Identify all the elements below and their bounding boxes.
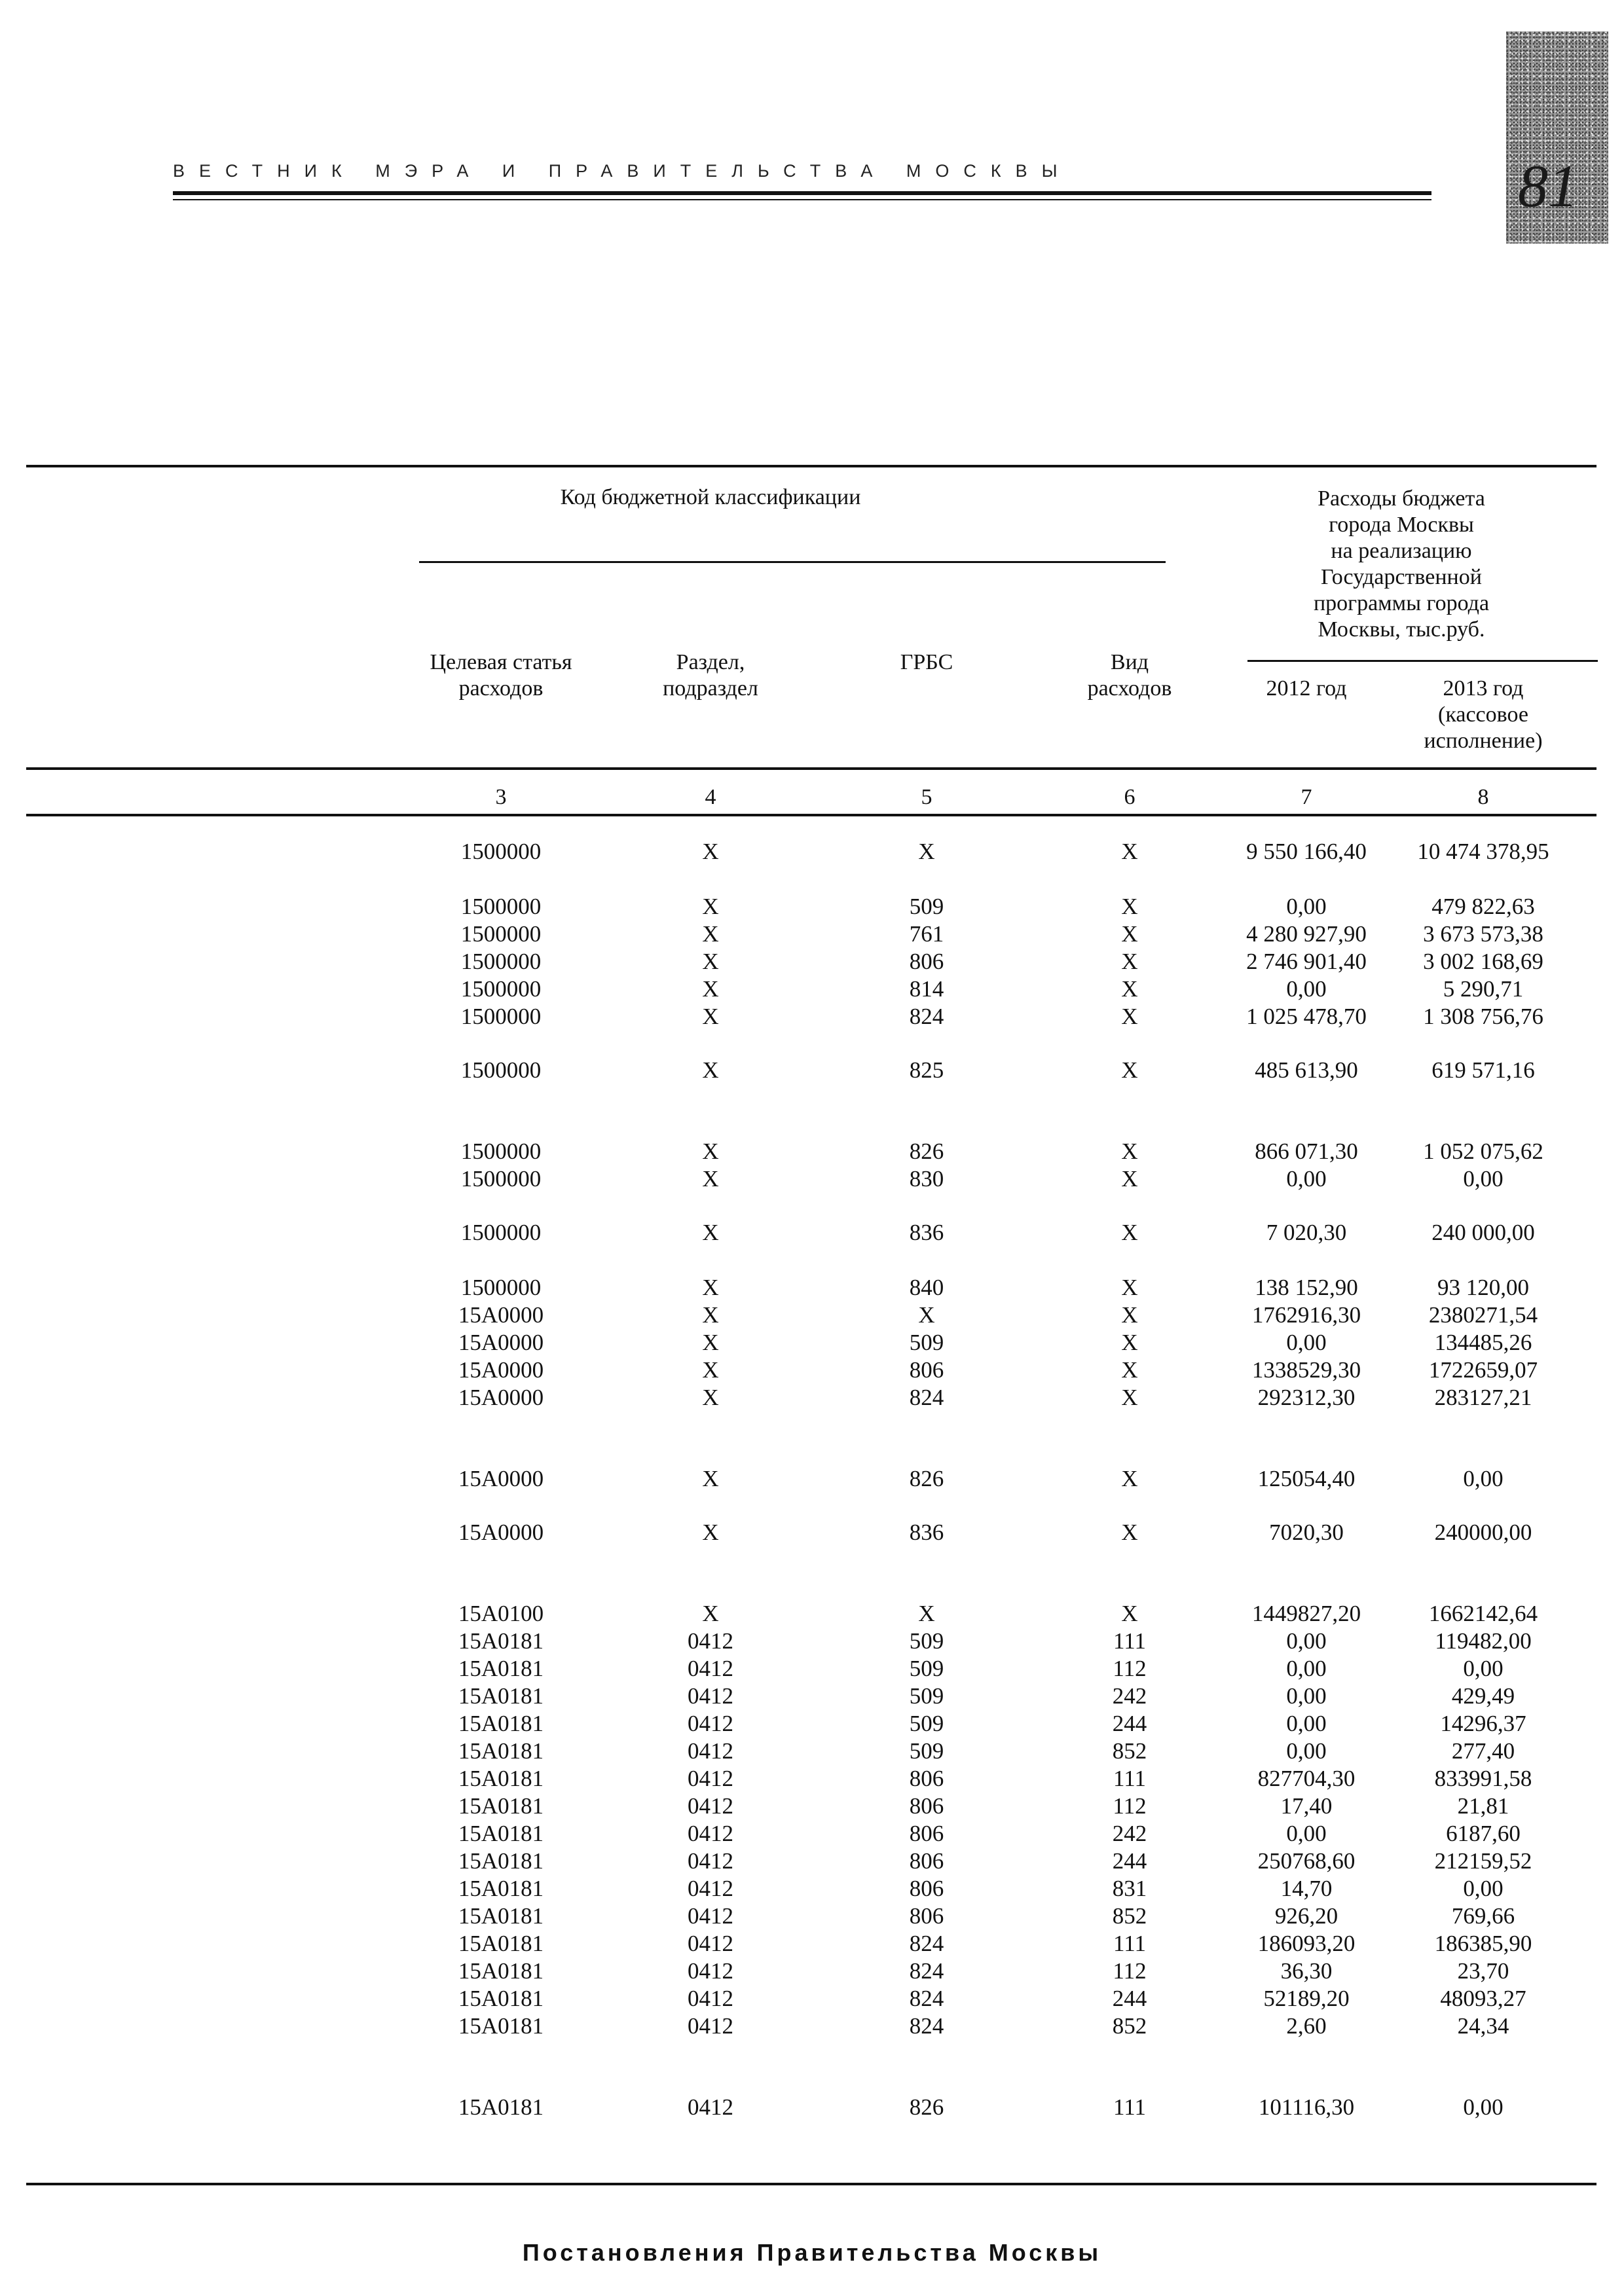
grbs-code-cell: 824 bbox=[909, 1958, 944, 1984]
expense-type-cell: X bbox=[1121, 1466, 1138, 1491]
target-code-cell: 1500000 bbox=[460, 1004, 542, 1029]
table-row bbox=[0, 1600, 1624, 1628]
table-row bbox=[0, 1903, 1624, 1930]
grbs-code-cell: 806 bbox=[909, 1793, 944, 1819]
table-bottom-rule bbox=[26, 2183, 1596, 2185]
grbs-code-cell: 824 bbox=[909, 2013, 944, 2039]
col-header-section: Раздел, подраздел bbox=[663, 650, 758, 701]
amount-2013-cell: 479 822,63 bbox=[1431, 894, 1535, 919]
expense-type-cell: X bbox=[1121, 1220, 1138, 1245]
grbs-code-cell: 509 bbox=[909, 1628, 944, 1654]
section-code-cell: X bbox=[702, 976, 719, 1002]
expense-type-cell: 111 bbox=[1113, 1766, 1146, 1791]
amount-2013-cell: 769,66 bbox=[1451, 1903, 1515, 1929]
section-code-cell: X bbox=[702, 921, 719, 947]
section-code-cell: 0412 bbox=[688, 1738, 733, 1764]
amount-2012-cell: 292312,30 bbox=[1257, 1385, 1356, 1410]
expense-type-cell: X bbox=[1121, 921, 1138, 947]
table-row bbox=[0, 1710, 1624, 1738]
amount-2013-cell: 24,34 bbox=[1457, 2013, 1509, 2039]
grbs-code-cell: 826 bbox=[909, 1139, 944, 1164]
grbs-code-cell: 824 bbox=[909, 1004, 944, 1029]
col-header-2012: 2012 год bbox=[1266, 676, 1347, 701]
target-code-cell: 15А0181 bbox=[458, 1711, 544, 1736]
section-code-cell: X bbox=[702, 839, 719, 864]
table-row bbox=[0, 1738, 1624, 1765]
amount-2012-cell: 4 280 927,90 bbox=[1246, 921, 1367, 947]
target-code-cell: 15А0000 bbox=[458, 1466, 544, 1491]
section-code-cell: 0412 bbox=[688, 1656, 733, 1681]
amount-2013-cell: 1662142,64 bbox=[1428, 1601, 1538, 1626]
target-code-cell: 15А0181 bbox=[458, 1766, 544, 1791]
expense-type-cell: 111 bbox=[1113, 1931, 1146, 1956]
table-row bbox=[0, 838, 1624, 866]
expense-type-cell: 242 bbox=[1112, 1821, 1147, 1846]
amount-2013-cell: 619 571,16 bbox=[1431, 1057, 1535, 1083]
table-row bbox=[0, 1655, 1624, 1683]
grbs-code-cell: 836 bbox=[909, 1220, 944, 1245]
amount-2013-cell: 1 052 075,62 bbox=[1423, 1139, 1543, 1164]
expense-type-cell: 112 bbox=[1113, 1656, 1147, 1681]
table-row bbox=[0, 1219, 1624, 1247]
expense-type-cell: 852 bbox=[1112, 2013, 1147, 2039]
amount-2012-cell: 2 746 901,40 bbox=[1246, 949, 1367, 974]
expense-type-cell: X bbox=[1121, 1385, 1138, 1410]
section-code-cell: 0412 bbox=[688, 1711, 733, 1736]
target-code-cell: 15А0181 bbox=[458, 1738, 544, 1764]
group-header-rule bbox=[419, 561, 1166, 563]
section-code-cell: 0412 bbox=[688, 1903, 733, 1929]
table-row bbox=[0, 975, 1624, 1003]
section-code-cell: 0412 bbox=[688, 1821, 733, 1846]
section-code-cell: 0412 bbox=[688, 1958, 733, 1984]
table-row bbox=[0, 1875, 1624, 1903]
amount-2012-cell: 1449827,20 bbox=[1251, 1601, 1361, 1626]
grbs-code-cell: X bbox=[918, 1302, 935, 1328]
expense-type-cell: X bbox=[1121, 1601, 1138, 1626]
amount-2012-cell: 1338529,30 bbox=[1251, 1357, 1361, 1383]
col-number: 8 bbox=[1477, 785, 1489, 809]
amount-2012-cell: 0,00 bbox=[1286, 894, 1327, 919]
section-code-cell: 0412 bbox=[688, 1931, 733, 1956]
expenses-header-rule bbox=[1247, 660, 1598, 662]
table-top-rule bbox=[26, 465, 1596, 467]
amount-2013-cell: 0,00 bbox=[1463, 1166, 1504, 1192]
grbs-code-cell: 806 bbox=[909, 1903, 944, 1929]
grbs-code-cell: 806 bbox=[909, 1357, 944, 1383]
expense-type-cell: 244 bbox=[1112, 1986, 1147, 2011]
amount-2013-cell: 0,00 bbox=[1463, 2094, 1504, 2120]
col-number: 4 bbox=[705, 785, 716, 809]
amount-2012-cell: 1 025 478,70 bbox=[1246, 1004, 1367, 1029]
page-number: 81 bbox=[1518, 153, 1578, 219]
amount-2012-cell: 0,00 bbox=[1286, 1330, 1327, 1355]
section-code-cell: 0412 bbox=[688, 1793, 733, 1819]
section-code-cell: 0412 bbox=[688, 1628, 733, 1654]
amount-2013-cell: 240000,00 bbox=[1434, 1520, 1532, 1545]
amount-2012-cell: 827704,30 bbox=[1257, 1766, 1356, 1791]
amount-2013-cell: 5 290,71 bbox=[1443, 976, 1524, 1002]
grbs-code-cell: 509 bbox=[909, 1738, 944, 1764]
table-row bbox=[0, 1628, 1624, 1655]
target-code-cell: 1500000 bbox=[460, 1057, 542, 1083]
grbs-code-cell: X bbox=[918, 839, 935, 864]
target-code-cell: 15А0100 bbox=[458, 1601, 544, 1626]
expenses-header: Расходы бюджета города Москвы на реализацию Государственной программы города Москвы, тыс.руб. bbox=[1313, 486, 1490, 642]
expense-type-cell: 242 bbox=[1112, 1683, 1147, 1709]
expense-type-cell: X bbox=[1121, 949, 1138, 974]
grbs-code-cell: 840 bbox=[909, 1275, 944, 1300]
amount-2012-cell: 0,00 bbox=[1286, 1711, 1327, 1736]
col-numbers-rule bbox=[26, 814, 1596, 816]
target-code-cell: 15А0181 bbox=[458, 1931, 544, 1956]
table-row bbox=[0, 1765, 1624, 1793]
target-code-cell: 15А0181 bbox=[458, 1958, 544, 1984]
amount-2013-cell: 240 000,00 bbox=[1431, 1220, 1535, 1245]
col-header-2013: 2013 год (кассовое исполнение) bbox=[1424, 676, 1543, 753]
amount-2012-cell: 0,00 bbox=[1286, 1628, 1327, 1654]
grbs-code-cell: 825 bbox=[909, 1057, 944, 1083]
amount-2012-cell: 866 071,30 bbox=[1255, 1139, 1358, 1164]
section-code-cell: X bbox=[702, 949, 719, 974]
table-row bbox=[0, 1930, 1624, 1958]
table-row bbox=[0, 1274, 1624, 1302]
table-row bbox=[0, 893, 1624, 920]
table-row bbox=[0, 1958, 1624, 1985]
expense-type-cell: 112 bbox=[1113, 1958, 1147, 1984]
amount-2012-cell: 9 550 166,40 bbox=[1246, 839, 1367, 864]
target-code-cell: 15А0000 bbox=[458, 1520, 544, 1545]
amount-2013-cell: 21,81 bbox=[1457, 1793, 1509, 1819]
expense-type-cell: 111 bbox=[1113, 1628, 1146, 1654]
expense-type-cell: X bbox=[1121, 839, 1138, 864]
amount-2012-cell: 0,00 bbox=[1286, 976, 1327, 1002]
amount-2012-cell: 101116,30 bbox=[1258, 2094, 1355, 2120]
target-code-cell: 15А0181 bbox=[458, 2013, 544, 2039]
amount-2012-cell: 2,60 bbox=[1286, 2013, 1327, 2039]
target-code-cell: 15А0000 bbox=[458, 1302, 544, 1328]
table-row bbox=[0, 920, 1624, 948]
expense-type-cell: X bbox=[1121, 976, 1138, 1002]
amount-2013-cell: 429,49 bbox=[1451, 1683, 1515, 1709]
amount-2013-cell: 277,40 bbox=[1451, 1738, 1515, 1764]
section-code-cell: X bbox=[702, 1330, 719, 1355]
amount-2012-cell: 138 152,90 bbox=[1255, 1275, 1358, 1300]
grbs-code-cell: 830 bbox=[909, 1166, 944, 1192]
col-header-target: Целевая статья расходов bbox=[430, 650, 572, 701]
col-number: 6 bbox=[1124, 785, 1135, 809]
group-header: Код бюджетной классификации bbox=[560, 485, 861, 509]
col-number: 7 bbox=[1301, 785, 1312, 809]
expense-type-cell: X bbox=[1121, 1057, 1138, 1083]
expense-type-cell: 831 bbox=[1112, 1876, 1147, 1901]
target-code-cell: 15А0181 bbox=[458, 1683, 544, 1709]
expense-type-cell: 111 bbox=[1113, 2094, 1146, 2120]
section-code-cell: X bbox=[702, 1057, 719, 1083]
amount-2013-cell: 93 120,00 bbox=[1437, 1275, 1529, 1300]
table-row bbox=[0, 1357, 1624, 1384]
table-row bbox=[0, 1138, 1624, 1165]
section-code-cell: X bbox=[702, 1357, 719, 1383]
amount-2013-cell: 1722659,07 bbox=[1428, 1357, 1538, 1383]
table-row bbox=[0, 1003, 1624, 1030]
amount-2012-cell: 1762916,30 bbox=[1251, 1302, 1361, 1328]
table-row bbox=[0, 948, 1624, 975]
amount-2013-cell: 212159,52 bbox=[1434, 1848, 1532, 1874]
target-code-cell: 15А0181 bbox=[458, 1793, 544, 1819]
section-code-cell: X bbox=[702, 1601, 719, 1626]
amount-2013-cell: 6187,60 bbox=[1446, 1821, 1521, 1846]
grbs-code-cell: 806 bbox=[909, 1766, 944, 1791]
table-row bbox=[0, 1848, 1624, 1875]
grbs-code-cell: 509 bbox=[909, 1711, 944, 1736]
masthead-rule-thin bbox=[173, 199, 1431, 200]
masthead-rule bbox=[173, 191, 1431, 195]
target-code-cell: 1500000 bbox=[460, 1275, 542, 1300]
table-row bbox=[0, 1329, 1624, 1357]
table-row bbox=[0, 1302, 1624, 1329]
section-code-cell: X bbox=[702, 1166, 719, 1192]
amount-2012-cell: 186093,20 bbox=[1257, 1931, 1356, 1956]
table-row bbox=[0, 1384, 1624, 1412]
section-code-cell: X bbox=[702, 1385, 719, 1410]
grbs-code-cell: 806 bbox=[909, 1821, 944, 1846]
section-code-cell: X bbox=[702, 1220, 719, 1245]
grbs-code-cell: 806 bbox=[909, 1876, 944, 1901]
amount-2013-cell: 23,70 bbox=[1457, 1958, 1509, 1984]
amount-2012-cell: 125054,40 bbox=[1257, 1466, 1356, 1491]
expense-type-cell: X bbox=[1121, 1004, 1138, 1029]
target-code-cell: 15А0000 bbox=[458, 1357, 544, 1383]
table-row bbox=[0, 1165, 1624, 1193]
target-code-cell: 1500000 bbox=[460, 976, 542, 1002]
target-code-cell: 1500000 bbox=[460, 949, 542, 974]
section-code-cell: 0412 bbox=[688, 2094, 733, 2120]
expense-type-cell: 244 bbox=[1112, 1848, 1147, 1874]
col-header-type: Вид расходов bbox=[1087, 650, 1172, 701]
grbs-code-cell: 509 bbox=[909, 1683, 944, 1709]
expense-type-cell: 244 bbox=[1112, 1711, 1147, 1736]
amount-2012-cell: 0,00 bbox=[1286, 1166, 1327, 1192]
amount-2012-cell: 7020,30 bbox=[1269, 1520, 1344, 1545]
table-row bbox=[0, 1985, 1624, 2013]
grbs-code-cell: X bbox=[918, 1601, 935, 1626]
amount-2012-cell: 0,00 bbox=[1286, 1821, 1327, 1846]
grbs-code-cell: 509 bbox=[909, 1330, 944, 1355]
target-code-cell: 1500000 bbox=[460, 894, 542, 919]
amount-2013-cell: 3 002 168,69 bbox=[1423, 949, 1543, 974]
expense-type-cell: X bbox=[1121, 894, 1138, 919]
expense-type-cell: 852 bbox=[1112, 1903, 1147, 1929]
table-row bbox=[0, 1793, 1624, 1820]
amount-2013-cell: 0,00 bbox=[1463, 1466, 1504, 1491]
expense-type-cell: X bbox=[1121, 1139, 1138, 1164]
expense-type-cell: X bbox=[1121, 1302, 1138, 1328]
amount-2013-cell: 2380271,54 bbox=[1428, 1302, 1538, 1328]
amount-2013-cell: 134485,26 bbox=[1434, 1330, 1532, 1355]
grbs-code-cell: 824 bbox=[909, 1931, 944, 1956]
target-code-cell: 1500000 bbox=[460, 1166, 542, 1192]
grbs-code-cell: 836 bbox=[909, 1520, 944, 1545]
target-code-cell: 15А0181 bbox=[458, 1821, 544, 1846]
amount-2012-cell: 52189,20 bbox=[1263, 1986, 1350, 2011]
expense-type-cell: X bbox=[1121, 1330, 1138, 1355]
expense-type-cell: 112 bbox=[1113, 1793, 1147, 1819]
expense-type-cell: X bbox=[1121, 1166, 1138, 1192]
table-row bbox=[0, 1519, 1624, 1546]
section-code-cell: 0412 bbox=[688, 1986, 733, 2011]
section-code-cell: X bbox=[702, 1520, 719, 1545]
section-code-cell: 0412 bbox=[688, 1876, 733, 1901]
table-row bbox=[0, 1683, 1624, 1710]
amount-2013-cell: 833991,58 bbox=[1434, 1766, 1532, 1791]
table-row bbox=[0, 1465, 1624, 1493]
amount-2013-cell: 1 308 756,76 bbox=[1423, 1004, 1543, 1029]
grbs-code-cell: 509 bbox=[909, 1656, 944, 1681]
target-code-cell: 15А0181 bbox=[458, 2094, 544, 2120]
col-number: 3 bbox=[495, 785, 507, 809]
section-code-cell: X bbox=[702, 1004, 719, 1029]
amount-2013-cell: 186385,90 bbox=[1434, 1931, 1532, 1956]
expense-type-cell: X bbox=[1121, 1357, 1138, 1383]
section-code-cell: X bbox=[702, 1275, 719, 1300]
target-code-cell: 15А0000 bbox=[458, 1330, 544, 1355]
amount-2012-cell: 0,00 bbox=[1286, 1683, 1327, 1709]
expense-type-cell: X bbox=[1121, 1275, 1138, 1300]
amount-2013-cell: 14296,37 bbox=[1440, 1711, 1526, 1736]
amount-2013-cell: 0,00 bbox=[1463, 1876, 1504, 1901]
target-code-cell: 15А0000 bbox=[458, 1385, 544, 1410]
amount-2012-cell: 36,30 bbox=[1280, 1958, 1333, 1984]
target-code-cell: 15А0181 bbox=[458, 1986, 544, 2011]
amount-2013-cell: 10 474 378,95 bbox=[1417, 839, 1549, 864]
table-row bbox=[0, 2013, 1624, 2040]
grbs-code-cell: 509 bbox=[909, 894, 944, 919]
target-code-cell: 15А0181 bbox=[458, 1628, 544, 1654]
target-code-cell: 1500000 bbox=[460, 921, 542, 947]
grbs-code-cell: 826 bbox=[909, 2094, 944, 2120]
section-code-cell: X bbox=[702, 1302, 719, 1328]
amount-2013-cell: 283127,21 bbox=[1434, 1385, 1532, 1410]
amount-2012-cell: 17,40 bbox=[1280, 1793, 1333, 1819]
section-code-cell: 0412 bbox=[688, 1848, 733, 1874]
section-code-cell: 0412 bbox=[688, 1683, 733, 1709]
table-row bbox=[0, 1820, 1624, 1848]
expense-type-cell: 852 bbox=[1112, 1738, 1147, 1764]
amount-2012-cell: 0,00 bbox=[1286, 1656, 1327, 1681]
section-code-cell: X bbox=[702, 894, 719, 919]
amount-2012-cell: 485 613,90 bbox=[1255, 1057, 1358, 1083]
table-row bbox=[0, 1057, 1624, 1084]
section-code-cell: X bbox=[702, 1139, 719, 1164]
section-code-cell: 0412 bbox=[688, 1766, 733, 1791]
amount-2013-cell: 119482,00 bbox=[1435, 1628, 1532, 1654]
target-code-cell: 1500000 bbox=[460, 839, 542, 864]
target-code-cell: 15А0181 bbox=[458, 1848, 544, 1874]
grbs-code-cell: 826 bbox=[909, 1466, 944, 1491]
amount-2013-cell: 0,00 bbox=[1463, 1656, 1504, 1681]
grbs-code-cell: 761 bbox=[909, 921, 944, 947]
amount-2012-cell: 14,70 bbox=[1280, 1876, 1333, 1901]
col-number: 5 bbox=[921, 785, 932, 809]
header-bottom-rule bbox=[26, 767, 1596, 770]
grbs-code-cell: 806 bbox=[909, 1848, 944, 1874]
grbs-code-cell: 814 bbox=[909, 976, 944, 1002]
footer-section-title: Постановления Правительства Москвы bbox=[522, 2239, 1102, 2266]
target-code-cell: 15А0181 bbox=[458, 1876, 544, 1901]
amount-2012-cell: 0,00 bbox=[1286, 1738, 1327, 1764]
amount-2013-cell: 48093,27 bbox=[1440, 1986, 1526, 2011]
grbs-code-cell: 824 bbox=[909, 1986, 944, 2011]
masthead-title: ВЕСТНИК МЭРА И ПРАВИТЕЛЬСТВА МОСКВЫ bbox=[173, 161, 1072, 181]
target-code-cell: 15А0181 bbox=[458, 1656, 544, 1681]
grbs-code-cell: 824 bbox=[909, 1385, 944, 1410]
section-code-cell: 0412 bbox=[688, 2013, 733, 2039]
col-header-grbs: ГРБС bbox=[900, 650, 953, 674]
target-code-cell: 15А0181 bbox=[458, 1903, 544, 1929]
amount-2012-cell: 926,20 bbox=[1274, 1903, 1338, 1929]
amount-2012-cell: 250768,60 bbox=[1257, 1848, 1356, 1874]
grbs-code-cell: 806 bbox=[909, 949, 944, 974]
amount-2013-cell: 3 673 573,38 bbox=[1423, 921, 1543, 947]
section-code-cell: X bbox=[702, 1466, 719, 1491]
table-row bbox=[0, 2094, 1624, 2121]
target-code-cell: 1500000 bbox=[460, 1139, 542, 1164]
expense-type-cell: X bbox=[1121, 1520, 1138, 1545]
target-code-cell: 1500000 bbox=[460, 1220, 542, 1245]
amount-2012-cell: 7 020,30 bbox=[1266, 1220, 1347, 1245]
